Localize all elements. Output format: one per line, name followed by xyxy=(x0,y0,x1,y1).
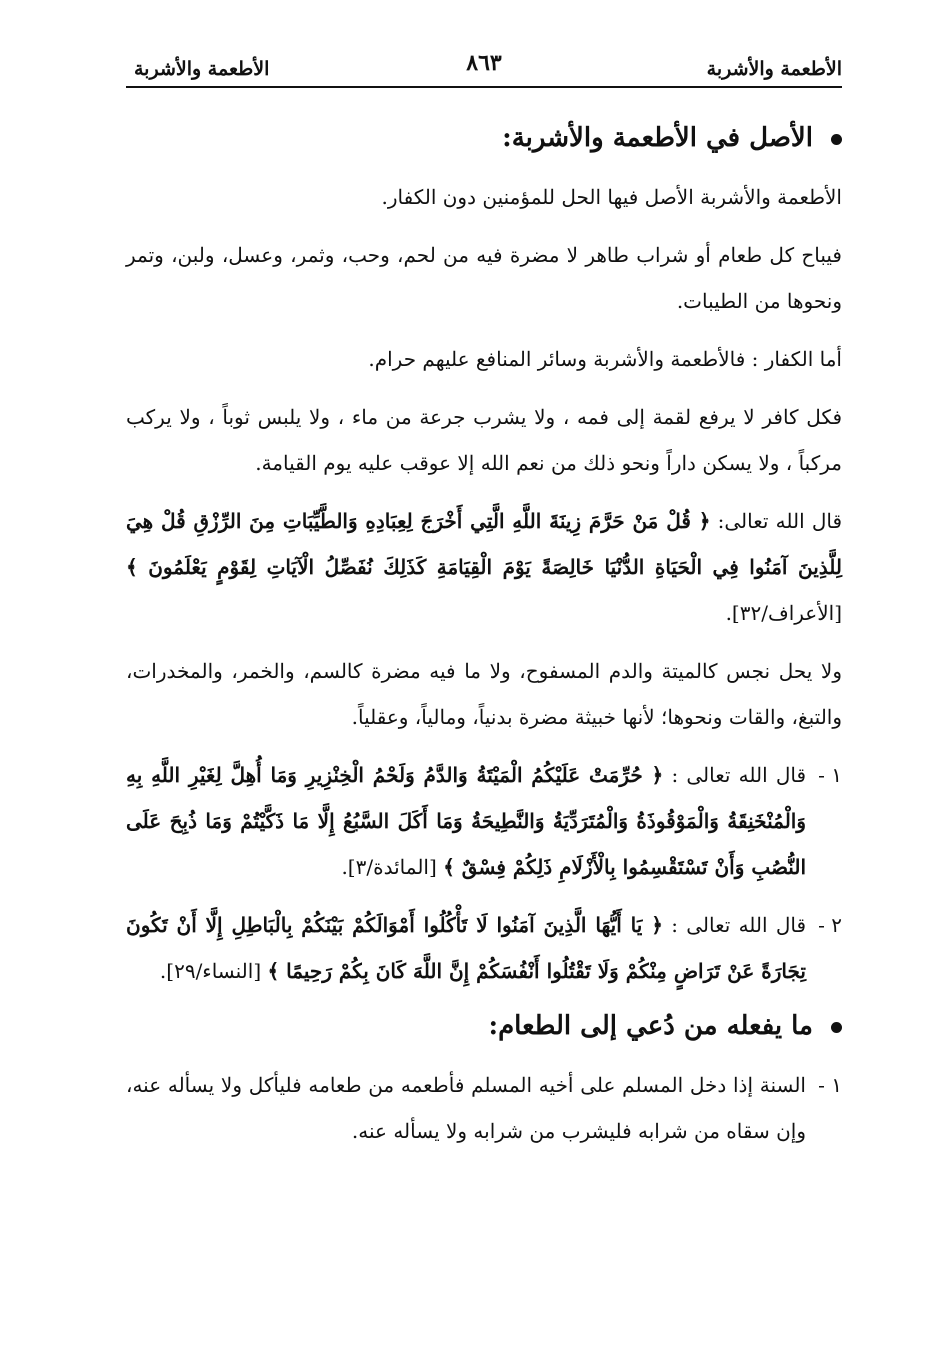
paragraph-3: أما الكفار : فالأطعمة والأشربة وسائر المنافع عليهم حرام. xyxy=(368,347,842,371)
header-chapter-title-left: الأطعمة والأشربة xyxy=(134,58,270,80)
paragraph-4: فكل كافر لا يرفع لقمة إلى فمه ، ولا يشرب جرعة من ماء ، ولا يلبس ثوباً ، ولا يركب مركباً ، ولا يسكن داراً ونحو ذلك من نعم الله إلا عوقب عليه يوم القيامة. xyxy=(126,405,843,475)
paragraph-6: ولا يحل نجس كالميتة والدم المسفوح، ولا ما فيه مضرة كالسم، والخمر، والمخدرات، والتبغ، والقات ونحوها؛ لأنها خبيثة مضرة بدنياً، ومالياً، وعقلياً. xyxy=(126,659,842,729)
page-body xyxy=(126,118,842,1166)
paragraph-1: الأطعمة والأشربة الأصل فيها الحل للمؤمنين دون الكفار. xyxy=(381,185,842,209)
verse-reference: [النساء/٢٩]. xyxy=(159,959,262,983)
page-number: ٨٦٣ xyxy=(466,50,502,76)
list-item xyxy=(126,1062,842,1154)
quote-intro: قال الله تعالى: xyxy=(717,509,843,533)
verse-reference: [الأعراف/٣٢]. xyxy=(725,601,842,625)
quran-verse: ﴿ حُرِّمَتْ عَلَيْكُمُ الْمَيْتَةُ وَالدَّمُ وَلَحْمُ الْخِنْزِيرِ وَمَا أُهِلَّ لِغَيْرِ اللَّهِ بِهِ وَالْمُنْخَنِقَةُ وَالْمَوْقُوذَةُ وَالْمُتَرَدِّيَةُ وَالنَّطِيحَةُ وَمَا أَكَلَ السَّبُعُ إِلَّا مَا ذَكَّيْتُمْ وَمَا ذُبِحَ عَلَى النُّصُبِ وَأَنْ تَسْتَقْسِمُوا بِالْأَزْلَامِ ذَلِكُمْ فِسْقٌ ﴾ xyxy=(126,763,806,879)
quran-verse: ﴿ قُلْ مَنْ حَرَّمَ زِينَةَ اللَّهِ الَّتِي أَخْرَجَ لِعِبَادِهِ وَالطَّيِّبَاتِ مِنَ الرِّزْقِ قُلْ هِيَ لِلَّذِينَ آمَنُوا فِي الْحَيَاةِ الدُّنْيَا خَالِصَةً يَوْمَ الْقِيَامَةِ كَذَلِكَ نُفَصِّلُ الْآيَاتِ لِقَوْمٍ يَعْلَمُونَ ﴾ xyxy=(126,509,842,579)
header-chapter-title-right: الأطعمة والأشربة xyxy=(706,58,842,80)
paragraph-5 xyxy=(126,498,842,636)
item-number: ٢ - xyxy=(818,913,842,937)
verse-reference: [المائدة/٣]. xyxy=(341,855,437,879)
section-heading-origin xyxy=(126,118,842,158)
section-heading-text: ما يفعله من دُعي إلى الطعام: xyxy=(488,1011,813,1041)
section-heading-text: الأصل في الأطعمة والأشربة: xyxy=(502,123,813,153)
quran-verse: ﴿ يَا أَيُّهَا الَّذِينَ آمَنُوا لَا تَأْكُلُوا أَمْوَالَكُمْ بَيْنَكُمْ بِالْبَاطِلِ إِلَّا أَنْ تَكُونَ تِجَارَةً عَنْ تَرَاضٍ مِنْكُمْ وَلَا تَقْتُلُوا أَنْفُسَكُمْ إِنَّ اللَّهَ كَانَ بِكُمْ رَحِيمًا ﴾ xyxy=(126,913,806,983)
section-heading-invitation xyxy=(126,1006,842,1046)
quote-intro: قال الله تعالى : xyxy=(671,763,807,787)
item-text: السنة إذا دخل المسلم على أخيه المسلم فأطعمه من طعامه فليأكل ولا يسأله عنه، وإن سقاه من شرابه فليشرب من شرابه ولا يسأله عنه. xyxy=(126,1073,806,1143)
quote-intro: قال الله تعالى : xyxy=(671,913,807,937)
bullet-icon xyxy=(831,134,842,145)
list-item xyxy=(126,752,842,890)
paragraph-2: فيباح كل طعام أو شراب طاهر لا مضرة فيه من لحم، وحب، وثمر، وعسل، ولبن، وتمر ونحوها من الطيبات. xyxy=(126,243,842,313)
item-number: ١ - xyxy=(818,763,842,787)
list-item xyxy=(126,902,842,994)
running-header xyxy=(126,46,842,88)
item-number: ١ - xyxy=(818,1073,842,1097)
bullet-icon xyxy=(831,1022,842,1033)
